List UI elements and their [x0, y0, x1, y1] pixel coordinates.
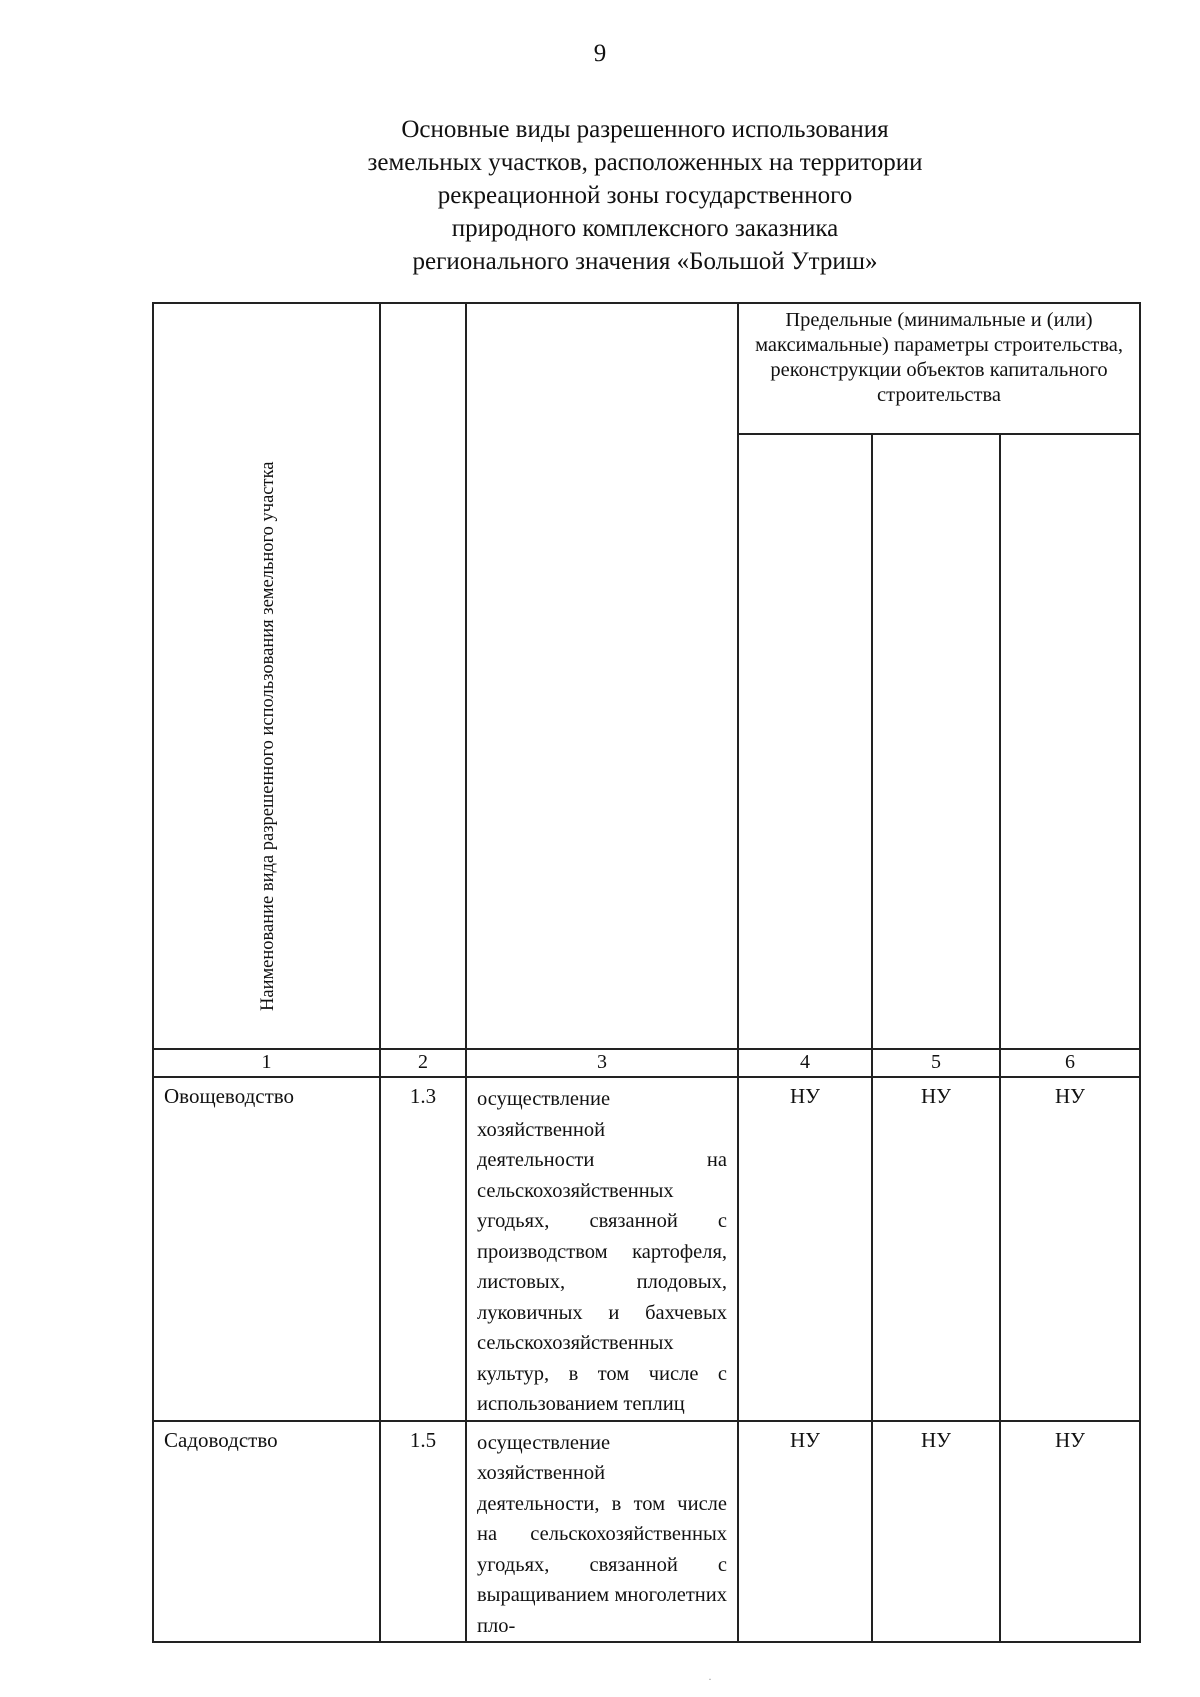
- row-coverage-value: НУ: [1000, 1077, 1140, 1421]
- row-coverage-value: НУ: [1000, 1421, 1140, 1643]
- column-number: 3: [466, 1049, 738, 1077]
- row-description: осуществление хозяйственной деятельности, в том числе на сельскохозяйственных угодьях, связанной с выращиванием многолетних пло-: [466, 1421, 738, 1643]
- header-group-limits: [738, 303, 1140, 434]
- title-line: рекреационной зоны государственного: [437, 182, 853, 209]
- header-col-code: [380, 303, 466, 1049]
- title-line: Основные виды разрешенного использования: [401, 116, 889, 143]
- header-col-coverage: [1000, 434, 1140, 1049]
- header-col-setbacks: [738, 434, 872, 1049]
- row-code: 1.5: [380, 1421, 466, 1643]
- land-use-table: [152, 302, 1141, 1643]
- title-line: земельных участков, расположенных на территории: [367, 149, 923, 176]
- row-description: осуществление хозяйственной деятельности на сельскохозяйственных угодьях, связанной с производством картофеля, листовых, плодовых, луковичных и бахчевых сельскохозяйственных культур, в том числе с использованием теплиц: [466, 1077, 738, 1421]
- page-number: 9: [593, 40, 607, 67]
- column-number: 4: [738, 1049, 872, 1077]
- table-row: [153, 1421, 1140, 1643]
- row-name: Садоводство: [153, 1421, 380, 1643]
- column-number: 6: [1000, 1049, 1140, 1077]
- row-height-value: НУ: [872, 1077, 1000, 1421]
- title-line: регионального значения «Большой Утриш»: [412, 248, 878, 275]
- row-name: Овощеводство: [153, 1077, 380, 1421]
- header-group-limits-text: Предельные (минимальные и (или) максимальные) параметры строительства, реконструкции объектов капитального строительства: [755, 309, 1123, 406]
- column-number: 1: [153, 1049, 380, 1077]
- title-line: природного комплексного заказника: [451, 215, 839, 242]
- table-row: [153, 1077, 1140, 1421]
- column-number: 2: [380, 1049, 466, 1077]
- row-height-value: НУ: [872, 1421, 1000, 1643]
- row-setbacks-value: НУ: [738, 1421, 872, 1643]
- row-setbacks-value: НУ: [738, 1077, 872, 1421]
- header-col-description: [466, 303, 738, 1049]
- column-number-row: [153, 1049, 1140, 1077]
- header-col-name-text: Наименование вида разрешенного использования земельного участка: [258, 461, 278, 1011]
- column-number: 5: [872, 1049, 1000, 1077]
- document-title: [250, 113, 1040, 278]
- scan-mark: ·: [708, 1672, 712, 1686]
- row-code: 1.3: [380, 1077, 466, 1421]
- header-col-height: [872, 434, 1000, 1049]
- header-col-name: [153, 303, 380, 1049]
